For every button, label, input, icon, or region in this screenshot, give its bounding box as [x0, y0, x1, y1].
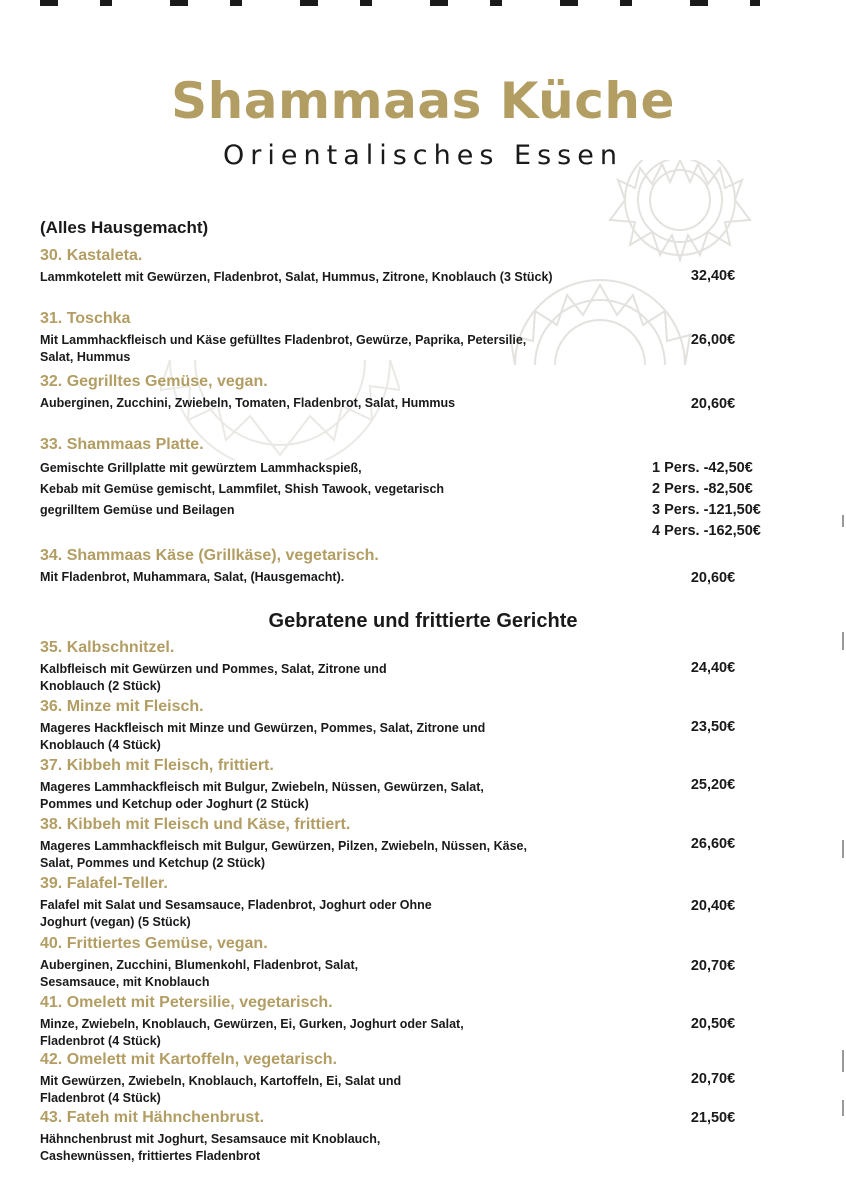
- item-title: 35. Kalbschnitzel.: [40, 639, 175, 656]
- item-title: 38. Kibbeh mit Fleisch und Käse, frittiert.: [40, 816, 351, 833]
- section-heading: Gebratene und frittierte Gerichte: [268, 610, 578, 632]
- scan-edge-mark: [842, 840, 844, 858]
- item-title: 33. Shammaas Platte.: [40, 436, 204, 453]
- item-title: 31. Toschka: [40, 310, 131, 327]
- item-title: 32. Gegrilltes Gemüse, vegan.: [40, 373, 268, 390]
- item-price: 20,50€: [690, 1016, 736, 1032]
- item-title: 34. Shammaas Käse (Grillkäse), vegetarisch.: [40, 547, 379, 564]
- item-price: 21,50€: [690, 1110, 736, 1126]
- platter-description: gegrilltem Gemüse und Beilagen: [40, 503, 235, 517]
- top-edge-print: [40, 0, 760, 6]
- item-price: 20,60€: [690, 396, 736, 412]
- item-title: 43. Fateh mit Hähnchenbrust.: [40, 1109, 265, 1126]
- item-price: 20,70€: [690, 1071, 736, 1087]
- item-price: 24,40€: [690, 660, 736, 676]
- item-description: Auberginen, Zucchini, Blumenkohl, Fladenbrot, Salat, Sesamsauce, mit Knoblauch: [40, 958, 359, 989]
- item-title: 39. Falafel-Teller.: [40, 875, 168, 892]
- item-price: 23,50€: [690, 719, 736, 735]
- item-price: 25,20€: [690, 777, 736, 793]
- scan-edge-mark: [842, 632, 844, 650]
- platter-price: 4 Pers. -162,50€: [652, 523, 761, 539]
- item-title: 37. Kibbeh mit Fleisch, frittiert.: [40, 757, 274, 774]
- platter-price: 1 Pers. -42,50€: [652, 460, 753, 476]
- item-description: Mit Gewürzen, Zwiebeln, Knoblauch, Kartoffeln, Ei, Salat und Fladenbrot (4 Stück): [40, 1074, 402, 1105]
- scan-edge-mark: [842, 1050, 844, 1072]
- platter-price: 3 Pers. -121,50€: [652, 502, 761, 518]
- platter-description: Kebab mit Gemüse gemischt, Lammfilet, Shish Tawook, vegetarisch: [40, 482, 445, 496]
- platter-row: [40, 458, 820, 479]
- scan-edge-mark: [842, 1100, 844, 1116]
- item-description: Mit Fladenbrot, Muhammara, Salat, (Hausgemacht).: [40, 570, 345, 584]
- item-description: Minze, Zwiebeln, Knoblauch, Gewürzen, Ei, Gurken, Joghurt oder Salat, Fladenbrot (4 Stück): [40, 1017, 464, 1048]
- platter-price: 2 Pers. -82,50€: [652, 481, 753, 497]
- item-description: Mageres Lammhackfleisch mit Bulgur, Gewürzen, Pilzen, Zwiebeln, Nüssen, Käse, Salat, Pommes und Ketchup (2 Stück): [40, 839, 527, 870]
- item-description: Auberginen, Zucchini, Zwiebeln, Tomaten, Fladenbrot, Salat, Hummus: [40, 396, 456, 410]
- item-price: 20,40€: [690, 898, 736, 914]
- item-description: Mageres Hackfleisch mit Minze und Gewürzen, Pommes, Salat, Zitrone und Knoblauch (4 Stück): [40, 721, 486, 752]
- item-title: 41. Omelett mit Petersilie, vegetarisch.: [40, 994, 333, 1011]
- item-price: 26,00€: [690, 332, 736, 348]
- item-description: Mageres Lammhackfleisch mit Bulgur, Zwiebeln, Nüssen, Gewürzen, Salat, Pommes und Ketchup oder Joghurt (2 Stück): [40, 780, 484, 811]
- item-price: 20,60€: [690, 570, 736, 586]
- restaurant-subtitle: Orientalisches Essen: [223, 140, 623, 171]
- item-title: 42. Omelett mit Kartoffeln, vegetarisch.: [40, 1051, 337, 1068]
- restaurant-title: Shammaas Küche: [171, 72, 675, 130]
- item-price: 20,70€: [690, 958, 736, 974]
- item-price: 32,40€: [690, 268, 736, 284]
- platter-description: Gemischte Grillplatte mit gewürztem Lammhackspieß,: [40, 461, 362, 475]
- item-title: 30. Kastaleta.: [40, 247, 143, 264]
- item-description: Mit Lammhackfleisch und Käse gefülltes Fladenbrot, Gewürze, Paprika, Petersilie, Salat, Hummus: [40, 333, 527, 364]
- item-title: 36. Minze mit Fleisch.: [40, 698, 204, 715]
- platter-row: [40, 521, 820, 542]
- section-note: (Alles Hausgemacht): [40, 218, 209, 237]
- item-description: Lammkotelett mit Gewürzen, Fladenbrot, Salat, Hummus, Zitrone, Knoblauch (3 Stück): [40, 270, 553, 284]
- item-description: Kalbfleisch mit Gewürzen und Pommes, Salat, Zitrone und Knoblauch (2 Stück): [40, 662, 387, 693]
- menu-item: [40, 435, 800, 455]
- platter-row: [40, 479, 820, 500]
- item-price: 26,60€: [690, 836, 736, 852]
- scan-edge-mark: [842, 515, 844, 527]
- platter-row: [40, 500, 820, 521]
- platter-table: [40, 458, 820, 542]
- item-description: Falafel mit Salat und Sesamsauce, Fladenbrot, Joghurt oder Ohne Joghurt (vegan) (5 Stück): [40, 898, 432, 929]
- item-title: 40. Frittiertes Gemüse, vegan.: [40, 935, 268, 952]
- item-description: Hähnchenbrust mit Joghurt, Sesamsauce mit Knoblauch, Cashewnüssen, frittiertes Fladenbrot: [40, 1132, 381, 1163]
